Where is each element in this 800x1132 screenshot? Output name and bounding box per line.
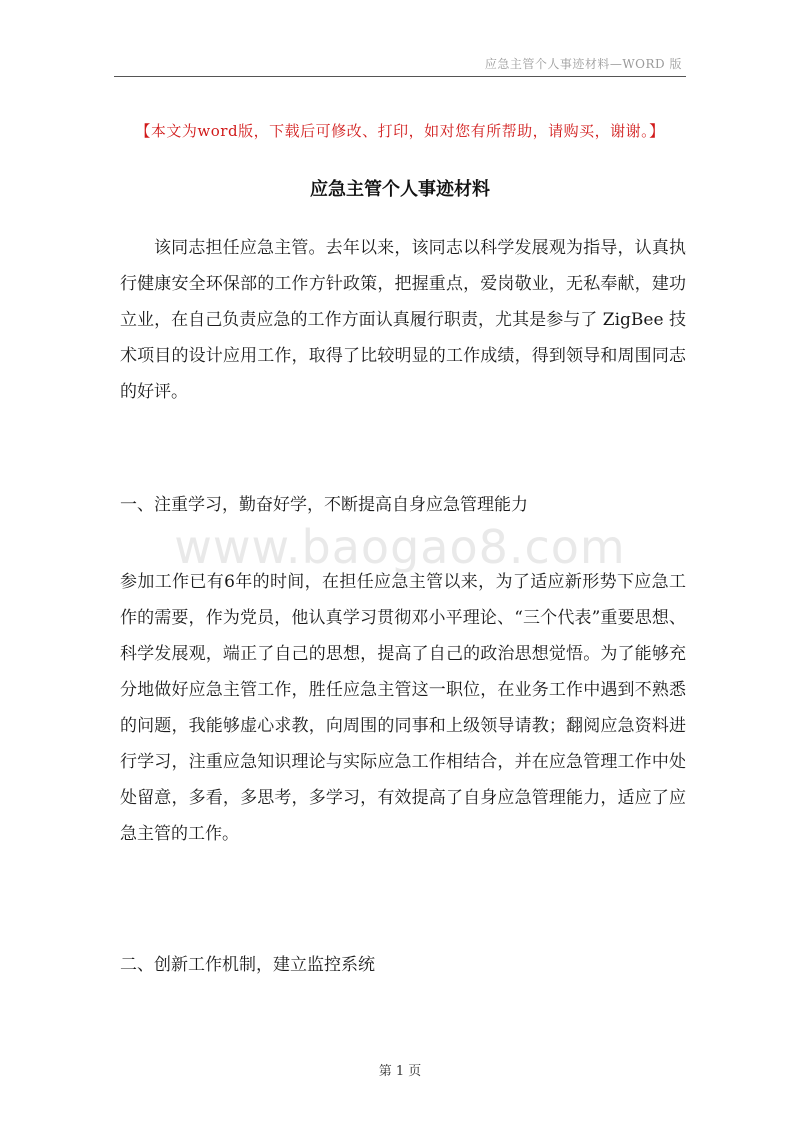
document-title: 应急主管个人事迹材料 xyxy=(310,179,490,200)
section-1-paragraph: 参加工作已有6年的时间，在担任应急主管以来，为了适应新形势下应急工作的需要，作为党员，他认真学习贯彻邓小平理论、“三个代表”重要思想、科学发展观，端正了自己的思想，提高了自己的政治思想觉悟。为了能够充分地做好应急主管工作，胜任应急主管这一职位，在业务工作中遇到不熟悉的问题，我能够虚心求教，向周围的同事和上级领导请教；翻阅应急资料进行学习，注重应急知识理论与实际应急工作相结合，并在应急管理工作中处处留意，多看，多思考，多学习，有效提高了自身应急管理能力，适应了应急主管的工作。 xyxy=(120,572,686,844)
purchase-notice: 【本文为word版，下载后可修改、打印，如对您有所帮助，请购买，谢谢。】 xyxy=(135,122,665,140)
intro-paragraph: 该同志担任应急主管。去年以来，该同志以科学发展观为指导，认真执行健康安全环保部的工作方针政策，把握重点，爱岗敬业，无私奉献，建功立业，在自己负责应急的工作方面认真履行职责，尤其是参与了 ZigBee 技术项目的设计应用工作，取得了比较明显的工作成绩，得到领导和周围同志的好评。 xyxy=(120,238,686,402)
header-divider xyxy=(114,76,686,77)
watermark: www.baogao8.com xyxy=(174,520,626,574)
page-number: 第 1 页 xyxy=(378,1064,422,1079)
section-heading-1: 一、注重学习，勤奋好学，不断提高自身应急管理能力 xyxy=(120,495,528,515)
running-header: 应急主管个人事迹材料—WORD 版 xyxy=(484,57,682,71)
section-heading-2: 二、创新工作机制，建立监控系统 xyxy=(120,955,375,975)
